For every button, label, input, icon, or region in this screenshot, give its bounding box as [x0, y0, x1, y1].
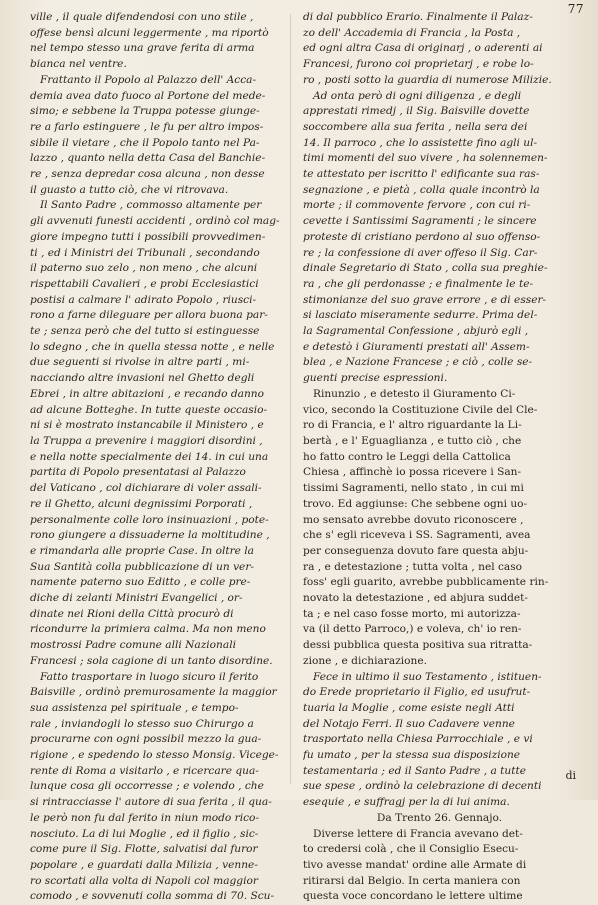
text-line: simo; e sebbene la Truppa potesse giunge-	[30, 105, 260, 118]
text-line: Francesi, furono coi proprietarj , e robe lo-	[303, 58, 534, 71]
text-line: mostrossi Padre comune alli Nazionali	[30, 639, 236, 652]
text-line: zione , e dichiarazione.	[303, 654, 427, 667]
text-line: dinate nei Rioni della Città procurò di	[30, 607, 234, 620]
text-line: stimonianze del suo grave errore , e di esser-	[303, 293, 547, 306]
text-line: do Erede proprietario il Figlio, ed usufrut-	[303, 686, 531, 699]
text-line: Ebrei , in altre abitazioni , e recando danno	[30, 387, 264, 400]
text-line: te attestato per iscritto l' edificante sua ras-	[303, 168, 540, 181]
text-line: testamentaria ; ed il Santo Padre , a tutte	[303, 764, 527, 777]
text-line: il paterno suo zelo , non meno , che alcuni	[30, 262, 258, 275]
text-line: Diverse lettere di Francia avevano det-	[313, 827, 523, 840]
text-line: esequie , e suffragj per la di lui anima.	[303, 796, 510, 809]
text-line: ra , che gli perdonasse ; e finalmente le te-	[303, 277, 534, 290]
text-line: rale , inviandogli lo stesso suo Chirurgo a	[30, 717, 254, 730]
text-line: nacciando altre invasioni nel Ghetto degli	[30, 372, 255, 385]
text-line: questa voce concordano le lettere ultime	[303, 890, 523, 903]
text-line: Sua Santità colla pubblicazione di un ver-	[30, 560, 254, 573]
text-line: Ad onta però di ogni diligenza , e degli	[313, 89, 522, 102]
text-line: va (il detto Parroco,) e voleva, ch' io ren-	[303, 623, 522, 636]
text-line: le però non fu dal ferito in niun modo rico-	[30, 811, 259, 824]
text-line: vico, secondo la Costituzione Civile del Cle-	[303, 403, 538, 416]
text-line: ro , posti sotto la guardia di numerose Milizie.	[303, 73, 552, 86]
text-line: re , senza depredar cosa alcuna , non desse	[30, 168, 265, 181]
text-line: namente paterno suo Editto , e colle pre-	[30, 576, 251, 589]
text-line: diche di zelanti Ministri Evangelici , or-	[30, 592, 243, 605]
text-line: ro scortati alla volta di Napoli col maggior	[30, 874, 258, 887]
text-line: 14. Il parroco , che lo assistette fino agli ul-	[303, 136, 538, 149]
text-line: Da Trento 26. Gennajo.	[376, 811, 503, 824]
text-line: Chiesa , affinchè io possa ricevere i San-	[303, 466, 522, 479]
text-line: Frattanto il Popolo al Palazzo dell' Acca-	[40, 73, 257, 86]
text-line: e nella notte specialmente dei 14. in cui una	[30, 450, 269, 463]
text-line: ritirarsi dal Belgio. In certa maniera con	[303, 874, 521, 887]
text-line: giore impegno tutti i possibili provvedimen-	[30, 230, 266, 243]
text-line: ti , ed i Ministri dei Tribunali , secondando	[30, 246, 260, 259]
text-line: offese bensì alcuni leggermente , ma riportò	[30, 26, 269, 39]
text-line: e detestò i Giuramenti prestati all' Assem-	[303, 340, 530, 353]
page-number: 77	[567, 2, 584, 16]
text-line: comodo , e sovvenuti colla somma di 70. Scu-	[30, 890, 275, 903]
text-line: la Sagramental Confessione , abjurò egli ,	[303, 325, 529, 338]
text-line: Il Santo Padre , commosso altamente per	[40, 199, 262, 212]
text-line: si rintracciasse l' autore di sua ferita , il qua-	[30, 796, 272, 809]
text-line: come pure il Sig. Flotte, salvatisi dal furor	[30, 843, 258, 856]
text-line: ville , il quale difendendosi con uno stile ,	[30, 11, 254, 23]
text-line: re ; la confessione di aver offeso il Sig. Car-	[303, 246, 538, 259]
text-line: lo sdegno , che in quella stessa notte , e nelle	[30, 340, 275, 353]
text-line: sua assistenza pel spirituale , e tempo-	[30, 701, 239, 714]
text-line: Fece in ultimo il suo Testamento , istituen-	[313, 670, 542, 683]
text-line: il guasto a tutto ciò, che vi ritrovava.	[30, 183, 229, 196]
text-line: tivo avesse mandat' ordine alle Armate di	[303, 858, 527, 871]
text-line: lunque cosa gli occorresse ; e volendo , che	[30, 780, 264, 793]
text-line: procurarne con ogni possibil mezzo la gua-	[30, 733, 262, 746]
text-line: nosciuto. La di lui Moglie , ed il figlio , sic-	[30, 827, 259, 840]
text-line: proteste di cristiano perdono al suo offenso-	[303, 230, 541, 243]
text-line: to credersi colà , che il Consiglio Esecu-	[303, 843, 519, 856]
text-line: bianca nel ventre.	[30, 58, 127, 71]
text-line: cevette i Santissimi Sagramenti ; le sincere	[303, 215, 537, 228]
text-line: di dal pubblico Erario. Finalmente il Palaz-	[303, 11, 533, 23]
text-line: la Truppa a prevenire i maggiori disordini ,	[30, 434, 263, 447]
text-line: apprestati rimedj , il Sig. Baisville dovette	[303, 105, 530, 118]
text-line: rente di Roma a visitarlo , e ricercare qua-	[30, 764, 259, 777]
text-line: del Vaticano , col dichiarare di voler assali-	[30, 482, 262, 495]
text-line: postisi a calmare l' adirato Popolo , riusci-	[30, 293, 257, 306]
catchword: di	[565, 769, 576, 782]
left-column	[30, 10, 282, 905]
text-line: guenti precise espressioni.	[303, 372, 448, 385]
text-line: lazzo , quanto nella detta Casa del Banchie-	[30, 152, 266, 165]
text-line: novato la detestazione , ed abjura suddet-	[303, 592, 529, 605]
text-line: gli avvenuti funesti accidenti , ordinò col mag-	[30, 215, 280, 228]
text-line: ricondurre la primiera calma. Ma non meno	[30, 623, 266, 636]
text-line: demia avea dato fuoco al Portone del mede-	[30, 89, 266, 102]
text-line: due seguenti si rivolse in altre parti , mi-	[30, 356, 250, 369]
text-line: del Notajo Ferri. Il suo Cadavere venne	[303, 717, 515, 730]
text-line: Baisville , ordinò premurosamente la maggior	[30, 686, 277, 699]
text-line: rigione , e spedendo lo stesso Monsig. Vicege-	[30, 749, 279, 762]
text-line: e rimandarla alle proprie Case. In oltre la	[30, 544, 254, 557]
text-line: rono giungere a dissuaderne la moltitudine ,	[30, 529, 270, 542]
text-line: ra , e detestazione ; tutta volta , nel caso	[303, 560, 523, 573]
text-line: dinale Segretario di Stato , colla sua preghie-	[303, 262, 548, 275]
text-line: zo dell' Accademia di Francia , la Posta ,	[303, 26, 521, 39]
text-line: bertà , e l' Eguaglianza , e tutto ciò , che	[303, 434, 522, 447]
text-line: Fatto trasportare in luogo sicuro il ferito	[40, 670, 259, 683]
text-line: ad alcune Botteghe. In tutte queste occasio-	[30, 403, 268, 416]
text-line: re il Ghetto, alcuni degnissimi Porporati ,	[30, 497, 253, 510]
text-line: rispettabili Cavalieri , e probi Ecclesiastici	[30, 277, 259, 290]
text-line: nel tempo stesso una grave ferita di arma	[30, 42, 255, 55]
text-line: te ; senza però che del tutto si estinguesse	[30, 325, 260, 338]
text-line: che s' egli riceveva i SS. Sagramenti, avea	[303, 529, 531, 542]
text-line: re a farlo estinguere , le fu per altro impos-	[30, 120, 264, 133]
text-line: timi momenti del suo vivere , ha solennemen-	[303, 152, 548, 165]
text-line: foss' egli guarito, avrebbe pubblicamente rin-	[303, 576, 549, 589]
text-line: ho fatto contro le Leggi della Cattolica	[303, 450, 511, 463]
text-line: Rinunzio , e detesto il Giuramento Ci-	[313, 387, 516, 400]
text-line: si lasciato miseramente sedurre. Prima del-	[303, 309, 538, 322]
text-line: soccombere alla sua ferita , nella sera dei	[303, 120, 528, 133]
text-line: Francesi ; sola cagione di un tanto disordine.	[30, 654, 273, 667]
text-line: segnazione , e pietà , colla quale incontrò la	[303, 183, 540, 196]
text-line: tuaria la Moglie , come esiste negli Atti	[303, 701, 515, 714]
text-line: dessi pubblica questa positiva sua ritratta-	[303, 639, 533, 652]
text-line: popolare , e guardati dalla Milizia , venne-	[30, 858, 258, 871]
text-line: trovo. Ed aggiunse: Che sebbene ogni uo-	[303, 497, 528, 510]
right-column	[303, 10, 566, 905]
text-line: mo sensato avrebbe dovuto riconoscere ,	[303, 513, 524, 526]
text-line: sibile il vietare , che il Popolo tanto nel Pa-	[30, 136, 260, 149]
text-line: partita di Popolo presentatasi al Palazzo	[30, 466, 246, 479]
text-line: per conseguenza dovuto fare questa abju-	[303, 544, 529, 557]
text-line: sue spese , ordinò la celebrazione di decenti	[303, 780, 542, 793]
text-line: ro di Francia, e l' altro riguardante la Li-	[303, 419, 522, 432]
text-line: personalmente colle loro insinuazioni , pote-	[30, 513, 269, 526]
text-line: fu umato , per la stessa sua disposizione	[303, 749, 521, 762]
text-line: trasportato nella Chiesa Parrocchiale , e vi	[303, 733, 533, 746]
text-line: ed ogni altra Casa di originarj , o aderenti ai	[303, 42, 543, 55]
column-gutter	[290, 14, 291, 784]
text-line: rono a farne dileguare per allora buona par-	[30, 309, 268, 322]
text-line: ni si è mostrato instancabile il Ministero , e	[30, 419, 264, 432]
text-line: blea , e Nazione Francese ; e ciò , colle se-	[303, 356, 533, 369]
text-line: ta ; e nel caso fosse morto, mi autorizza-	[303, 607, 521, 620]
text-line: morte ; il commovente fervore , con cui ri-	[303, 199, 531, 212]
text-line: tissimi Sagramenti, nello stato , in cui mi	[303, 482, 524, 495]
